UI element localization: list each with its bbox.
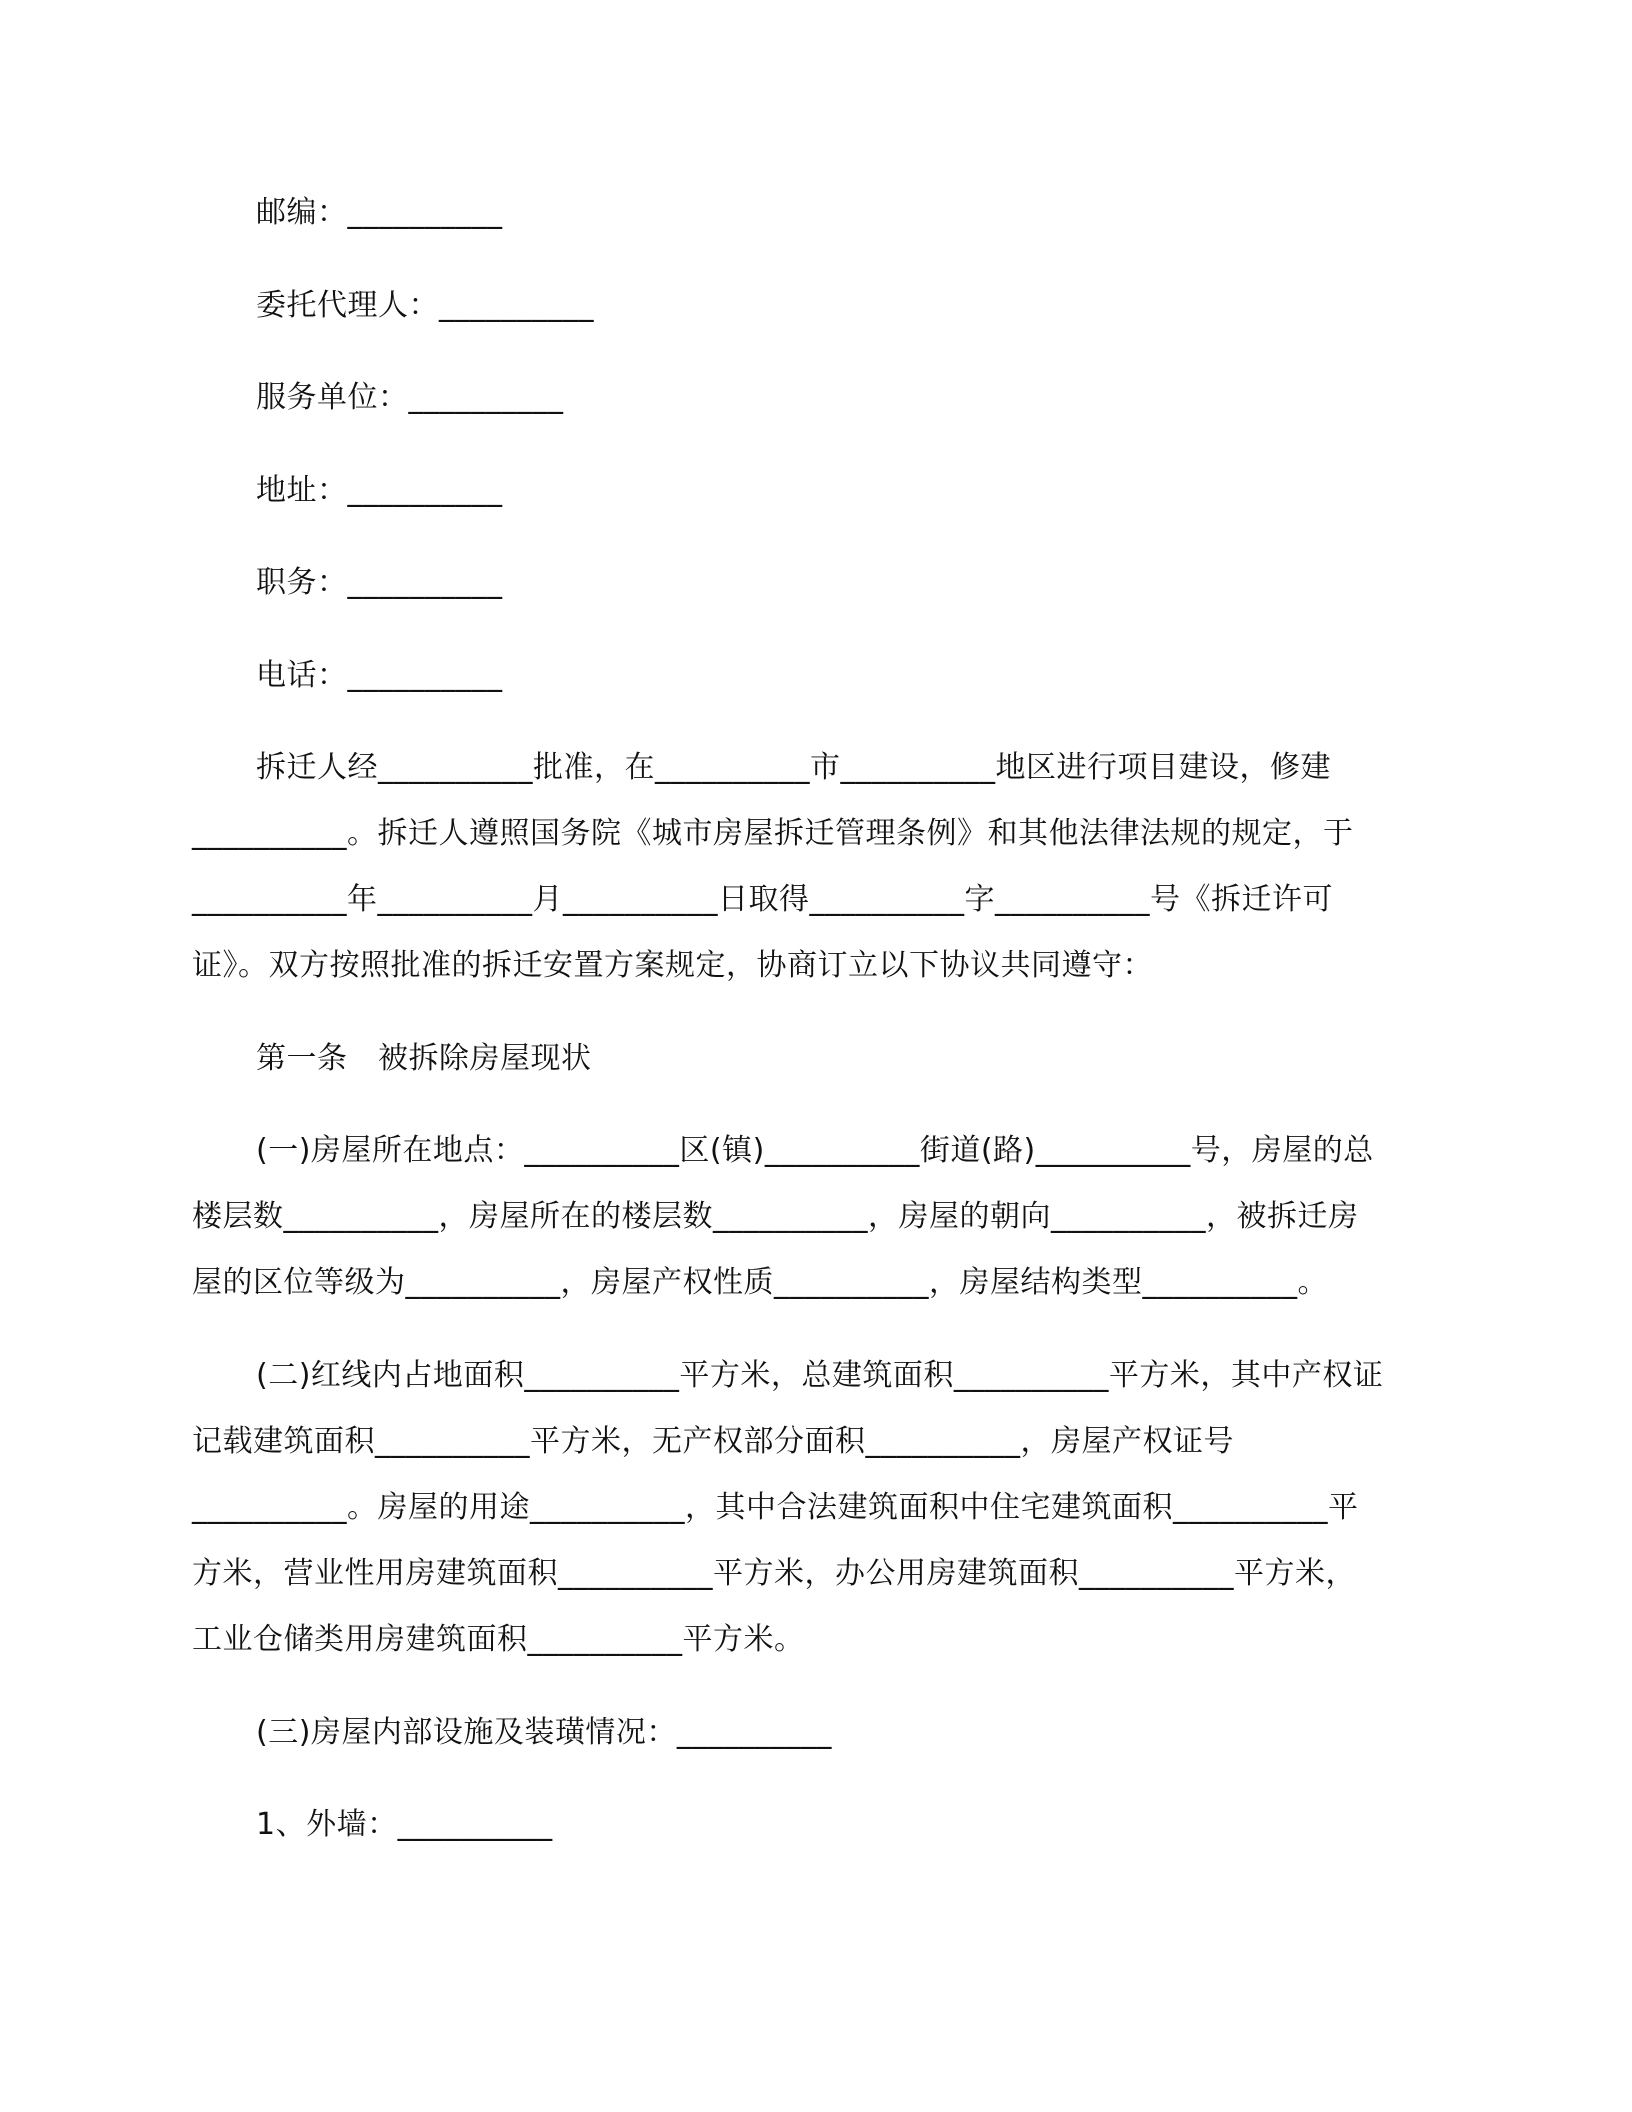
intro-line-1: 拆迁人经__________批准，在__________市__________地区进行项目建设，修建 bbox=[256, 750, 1331, 785]
field-blank: __________ bbox=[439, 288, 594, 323]
item-1-line-1: 1、外墙：__________ bbox=[256, 1807, 553, 1842]
article-1-heading: 第一条 被拆除房屋现状 bbox=[256, 1041, 592, 1076]
para-2-line-2: 记载建筑面积__________平方米，无产权部分面积__________，房屋产权证号 bbox=[192, 1424, 1234, 1459]
field-blank: __________ bbox=[347, 195, 503, 230]
field-employer bbox=[256, 378, 564, 418]
field-blank: __________ bbox=[408, 380, 564, 415]
field-label: 邮编： bbox=[256, 195, 348, 230]
para-2-line-1: (二)红线内占地面积__________平方米，总建筑面积__________平方米，其中产权证 bbox=[256, 1358, 1384, 1393]
field-postcode bbox=[256, 193, 503, 233]
field-label: 职务： bbox=[256, 565, 348, 600]
field-address bbox=[256, 471, 503, 511]
intro-line-2: __________。拆迁人遵照国务院《城市房屋拆迁管理条例》和其他法律法规的规定，于 bbox=[192, 816, 1354, 851]
para-2-line-5: 工业仓储类用房建筑面积__________平方米。 bbox=[192, 1622, 805, 1657]
intro-line-3: __________年__________月__________日取得__________字__________号《拆迁许可 bbox=[192, 882, 1333, 917]
para-2-line-3: __________。房屋的用途__________，其中合法建筑面积中住宅建筑面积__________平 bbox=[192, 1490, 1359, 1525]
field-position bbox=[256, 563, 503, 603]
field-blank: __________ bbox=[347, 565, 503, 600]
field-label: 委托代理人： bbox=[256, 288, 439, 323]
para-1-line-3: 屋的区位等级为__________，房屋产权性质__________，房屋结构类型__________。 bbox=[192, 1265, 1328, 1300]
para-2-line-4: 方米，营业性用房建筑面积__________平方米，办公用房建筑面积__________平方米， bbox=[192, 1556, 1356, 1591]
intro-line-4: 证》。双方按照批准的拆迁安置方案规定，协商订立以下协议共同遵守： bbox=[192, 948, 1153, 983]
field-label: 地址： bbox=[256, 473, 348, 508]
field-label: 电话： bbox=[256, 658, 348, 693]
field-phone bbox=[256, 656, 503, 696]
para-3-line-1: (三)房屋内部设施及装璜情况：__________ bbox=[256, 1715, 832, 1750]
field-blank: __________ bbox=[347, 473, 503, 508]
para-1-line-2: 楼层数__________，房屋所在的楼层数__________，房屋的朝向__________，被拆迁房 bbox=[192, 1199, 1359, 1234]
field-blank: __________ bbox=[347, 658, 503, 693]
field-label: 服务单位： bbox=[256, 380, 409, 415]
field-agent bbox=[256, 286, 594, 326]
para-1-line-1: (一)房屋所在地点：__________区(镇)__________街道(路)__________号，房屋的总 bbox=[256, 1133, 1374, 1168]
